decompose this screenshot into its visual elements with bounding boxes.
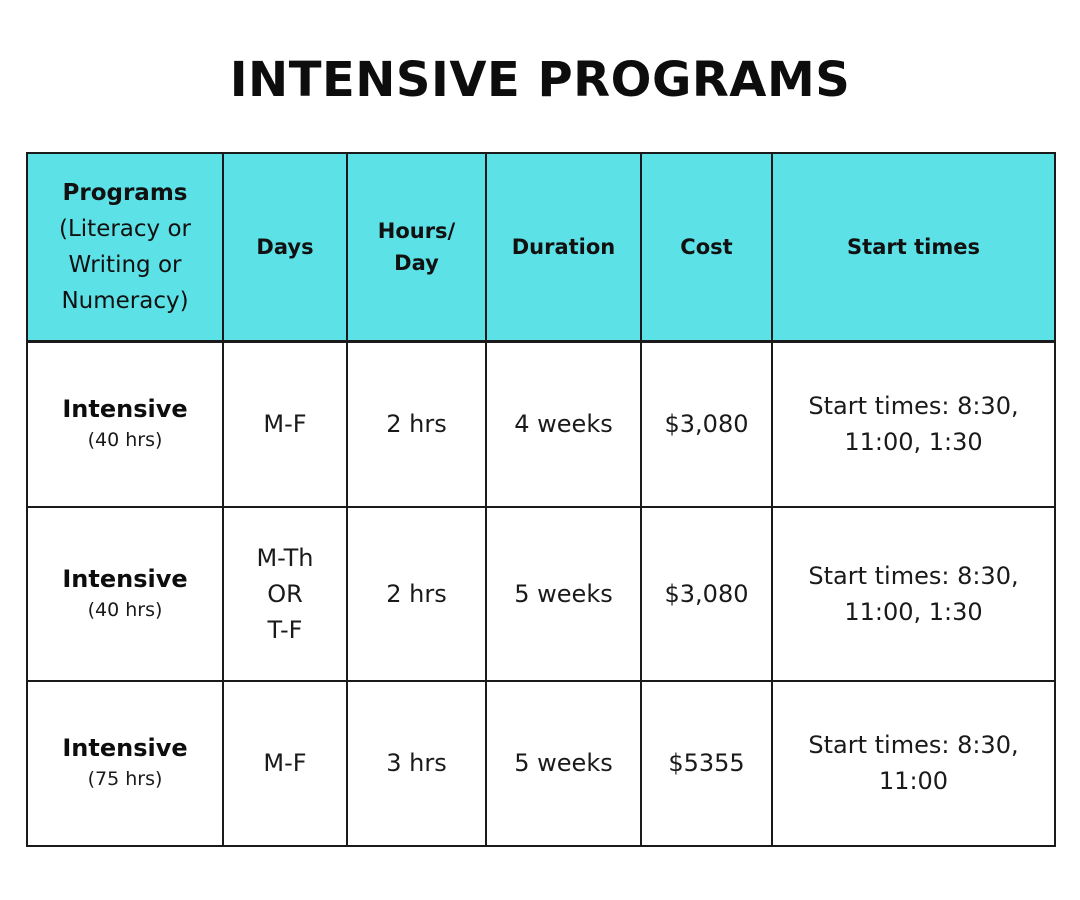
- days-cell: [223, 342, 347, 507]
- program-hours: (40 hrs): [87, 598, 163, 621]
- table-row: [27, 507, 1055, 681]
- header-cost: Cost: [641, 153, 772, 342]
- duration-cell: 4 weeks: [486, 342, 641, 507]
- program-cell: [27, 681, 223, 846]
- table-row: [27, 681, 1055, 846]
- header-hours-line1: Hours/: [377, 219, 456, 243]
- days-value: T-F: [267, 615, 303, 644]
- days-cell: [223, 507, 347, 681]
- program-hours: (75 hrs): [87, 768, 163, 790]
- days-value: OR: [267, 579, 303, 608]
- start-times-cell: [772, 681, 1055, 846]
- programs-table: [26, 152, 1056, 847]
- days-value: M-Th: [256, 543, 314, 572]
- header-hours-line2: Day: [394, 251, 439, 275]
- days-cell: [223, 681, 347, 846]
- duration-cell: 5 weeks: [486, 681, 641, 846]
- hours-per-day-cell: 2 hrs: [347, 342, 486, 507]
- days-value: M-F: [263, 749, 307, 777]
- header-days: Days: [223, 153, 347, 342]
- header-duration: Duration: [486, 153, 641, 342]
- duration-cell: 5 weeks: [486, 507, 641, 681]
- start-times-cell: [772, 507, 1055, 681]
- hours-per-day-cell: 2 hrs: [347, 507, 486, 681]
- start-times-line1: Start times: 8:30,: [808, 731, 1019, 759]
- program-cell: [27, 342, 223, 507]
- header-start-times: Start times: [772, 153, 1055, 342]
- start-times-line1: Start times: 8:30,: [808, 561, 1019, 590]
- start-times-line2: 11:00, 1:30: [844, 428, 983, 457]
- start-times-cell: [772, 342, 1055, 507]
- program-hours: (40 hrs): [87, 429, 163, 452]
- start-times-line2: 11:00: [878, 767, 949, 795]
- program-name: Intensive: [62, 564, 188, 593]
- program-cell: [27, 507, 223, 681]
- cost-cell: $3,080: [641, 507, 772, 681]
- page-title: INTENSIVE PROGRAMS: [229, 52, 851, 108]
- cost-cell: $3,080: [641, 342, 772, 507]
- header-hours-per-day: [347, 153, 486, 342]
- days-value: M-F: [263, 410, 307, 439]
- header-programs-label: Programs: [62, 180, 188, 206]
- start-times-line1: Start times: 8:30,: [808, 392, 1019, 421]
- start-times-line2: 11:00, 1:30: [844, 597, 983, 626]
- cost-cell: $5355: [641, 681, 772, 846]
- program-name: Intensive: [62, 395, 188, 424]
- header-programs: [27, 153, 223, 342]
- table-row: [27, 342, 1055, 507]
- header-programs-subtitle: (Literacy or Writing or Numeracy): [59, 216, 191, 314]
- table-header-row: [27, 153, 1055, 342]
- program-name: Intensive: [62, 734, 188, 762]
- hours-per-day-cell: 3 hrs: [347, 681, 486, 846]
